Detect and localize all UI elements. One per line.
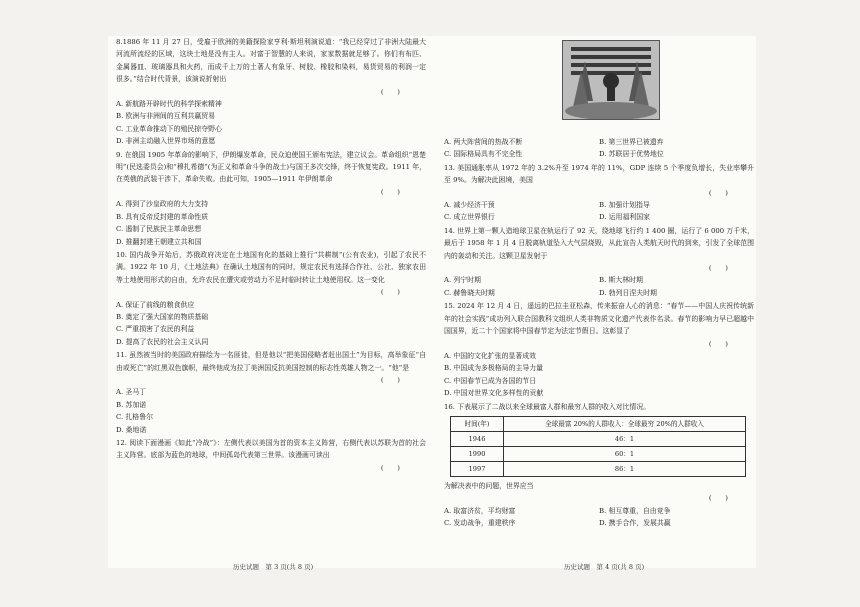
option-a: A. 保证了前线的粮食供应 — [116, 300, 195, 309]
option-row — [444, 148, 754, 160]
table-row — [451, 431, 746, 446]
table-cell: 86：1 — [504, 461, 746, 476]
answer-paren: ( ) — [380, 288, 400, 297]
option-b: B. 斯大林时期 — [599, 276, 643, 285]
option-d: D. 非洲主动融入世界市场的意愿 — [116, 137, 216, 146]
table-header-row — [451, 416, 746, 431]
question-13 — [444, 162, 754, 224]
left-column — [116, 36, 426, 475]
option-b: B. 加强计划指导 — [599, 201, 650, 210]
question-stem: 12. 阅读下面漫画《如此“冷战”》：左侧代表以美国为首的资本主义阵营，右侧代表以苏联为首的社会主义阵营。底部为蓝色的地球，中间孤岛代表第三世界。该漫画可读出 — [116, 439, 426, 460]
question-stem: 11. 虽然被当时的美国政府描绘为一名匪徒，但是他以“把美国侵略者赶出国土”为目标，高举象征“自由或死亡”的红黑双色旗帜，最终他成为拉丁美洲国反抗美国控制的标志性英雄人物之一。“他”是 — [116, 351, 426, 372]
option-row — [444, 274, 754, 286]
page-footer-right: 历史试题 第 4 页(共 8 页) — [564, 563, 645, 571]
option-b: B. 中国成为多极格局的主导力量 — [444, 364, 544, 373]
answer-paren: ( ) — [380, 87, 400, 96]
question-tail: 为解决表中的问题，世界应当 — [444, 481, 534, 490]
question-11 — [116, 349, 426, 436]
table-cell: 46：1 — [504, 431, 746, 446]
option-a: A. 取富济贫，平均财富 — [444, 506, 516, 515]
option-c: C. 中国春节已成为各国的节日 — [444, 376, 537, 385]
option-c: C. 工业革命推动下的殖民掠夺野心 — [116, 124, 222, 133]
option-b: B. 苏加诺 — [116, 400, 147, 409]
answer-paren: ( ) — [708, 339, 728, 348]
option-c: C. 遏制了民族民主革命思想 — [116, 225, 202, 234]
question-stem: 14. 世界上第一颗人造地球卫星在轨运行了 92 天，绕地球飞行约 1 400 圈，运行了 6 000 万千米，最后于 1958 年 1 月 4 日脱离轨道坠入大气层烧毁，从此宣告人类航天时代的到来，引发了全球范围内的轰动和关注。这颗卫星发射于 — [444, 226, 754, 260]
option-d: D. 运用福利国家 — [599, 213, 651, 222]
option-a: A. 列宁时期 — [444, 276, 481, 285]
option-a: A. 减少经济干预 — [444, 201, 495, 210]
option-d: D. 勃列日涅夫时期 — [599, 288, 657, 297]
option-b: B. 欧洲与非洲间的互利共赢贸易 — [116, 112, 216, 121]
option-d: D. 携手合作，发展共赢 — [599, 519, 671, 528]
option-d: D. 中国对世界文化多样性的贡献 — [444, 389, 544, 398]
table-cell: 1990 — [451, 446, 504, 461]
option-a: A. 得到了沙皇政府的大力支持 — [116, 200, 209, 209]
option-d: D. 桑地诺 — [116, 425, 147, 434]
option-b: B. 奠定了强大国家的物质基础 — [116, 312, 209, 321]
income-table — [450, 416, 746, 477]
option-c: C. 严重损害了农民的利益 — [116, 325, 195, 334]
question-9 — [116, 149, 426, 248]
question-12-options — [444, 136, 754, 161]
option-c: C. 发动战争，重建秩序 — [444, 519, 516, 528]
answer-paren: ( ) — [708, 264, 728, 273]
question-stem: 8.1886 年 11 月 27 日，受雇于欧洲的美籍探险家亨利·斯坦利演说道：“我已经穿过了非洲大陆最大河流所流经的区域，这块土地是没有主人。对富于智慧的人来说，家家数据就足够了。你们有布匹、金属器皿、玻璃器具和火药，而成千上万的土著人有象牙、树胶、橡胶和染料，易货贸易的利润一定很多。”结合时代背景，该演说折射出 — [116, 38, 426, 84]
page-footer-left: 历史试题 第 3 页(共 8 页) — [233, 563, 314, 571]
table-header: 时间(年) — [451, 416, 504, 431]
option-row — [444, 211, 754, 223]
question-8 — [116, 36, 426, 148]
question-stem: 9. 在俄国 1905 年革命的影响下，伊朗爆发革命，民众迫使国王颁布宪法，建立议会。革命组织“恩楚明”(民选委员会)和“穆扎希德”(为正义和革命斗争的战士)与国王多次交锋，终于恢复宪政。1911 年，在英俄的武装干涉下，革命失败。由此可知，1905—1911 年伊朗革命 — [116, 150, 426, 184]
question-stem: 10. 国内战争开始后，苏俄政府决定在土地国有化的基础上推行“共耕制”(公有农业)，引起了农民不满。1922 年 10 月，《土地法典》在确认土地国有的同时，规定农民有选择合作社、公社、独家农田等土地使用形式的自由，允许农民在遭灾或劳动力不足时临时转让土地使用权。这一变化 — [116, 250, 426, 284]
option-b: B. 具有反帝反封建的革命性质 — [116, 212, 209, 221]
option-d: D. 推翻封建王朝建立共和国 — [116, 237, 202, 246]
option-a: A. 新航路开辟时代的科学探索精神 — [116, 100, 222, 109]
option-b: B. 第三世界已被遗弃 — [599, 138, 664, 146]
question-stem: 16. 下表展示了二战以来全球最富人群和最穷人群的收入对比情况。 — [444, 402, 651, 411]
answer-paren: ( ) — [708, 188, 728, 197]
table-row — [451, 446, 746, 461]
option-row — [444, 136, 754, 148]
table-cell: 1997 — [451, 461, 504, 476]
question-16 — [444, 401, 754, 530]
option-a: A. 中国的文化扩张的显著成效 — [444, 351, 537, 360]
answer-paren: ( ) — [380, 463, 400, 472]
option-b: B. 相互尊重，自由竞争 — [599, 506, 671, 515]
option-d: D. 提高了农民的社会主义认同 — [116, 337, 209, 346]
option-row — [444, 505, 754, 517]
question-stem: 13. 美国通胀率从 1972 年的 3.2%升至 1974 年的 11%，GDP 连续 5 个季度负增长，失业率攀升至 9%。为解决此困境，美国 — [444, 163, 754, 185]
option-c: C. 赫鲁晓夫时期 — [444, 288, 495, 297]
answer-paren: ( ) — [708, 494, 728, 503]
option-c: C. 国际格局具有不完全性 — [444, 150, 523, 159]
answer-paren: ( ) — [380, 375, 400, 384]
option-row — [444, 199, 754, 211]
question-12 — [116, 437, 426, 474]
table-cell: 60：1 — [504, 446, 746, 461]
option-d: D. 苏联居于优势地位 — [599, 150, 664, 159]
option-a: A. 两大阵营间的热战不断 — [444, 138, 523, 146]
option-c: C. 扎格鲁尔 — [116, 413, 153, 422]
option-row — [444, 287, 754, 299]
table-cell: 1946 — [451, 431, 504, 446]
question-stem: 15. 2024 年 12 月 4 日，遥远的巴拉圭亚松森，传来振奋人心的消息：“春节——中国人庆祝传统新年的社会实践”成功列入联合国教科文组织人类非物质文化遗产代表作名录。春节的影响力早已超越中国国界，近二十个国家将中国春节定为法定节假日。这彰显了 — [444, 302, 754, 336]
option-a: A. 圣马丁 — [116, 388, 147, 397]
table-header: 全球最富 20%的人群收入：全球最穷 20%的人群收入 — [504, 416, 746, 431]
question-15 — [444, 300, 754, 399]
answer-paren: ( ) — [380, 187, 400, 196]
option-c: C. 成立世界银行 — [444, 213, 495, 222]
option-row — [444, 517, 754, 529]
question-10 — [116, 249, 426, 348]
cartoon-drawing — [563, 41, 659, 119]
question-14 — [444, 225, 754, 299]
table-row — [451, 461, 746, 476]
cold-war-cartoon — [562, 40, 660, 120]
